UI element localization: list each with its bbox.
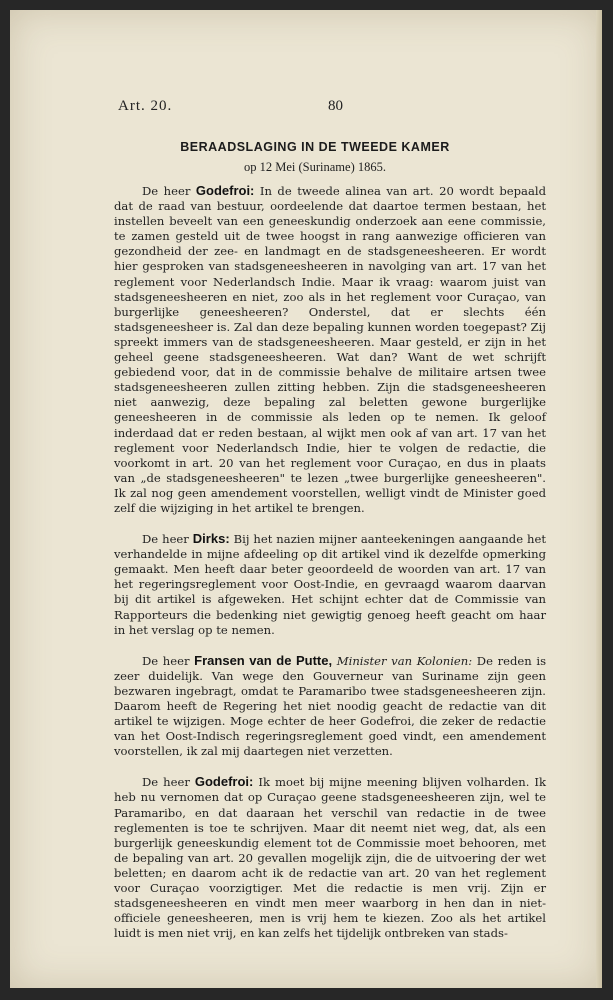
paragraph-text: Bij het nazien mijner aanteekeningen aangaande het verhandelde in mijne afdeeling op dit artikel vind ik dezelfde opmerking gemaakt. Men heeft daar beter geoordeeld de woorden van art. 17 van het regeringsreglement voor Oost-Indie, en gevraagd waarom daarvan bij dit artikel is afgeweken. Het schijnt echter dat de Commissie van Rapporteurs die bedenking niet gewigtig genoeg heeft geacht om haar in het verslag op te nemen. [114,532,547,637]
speaker-prefix: De heer [142,532,189,547]
page-number: 80 [328,98,343,114]
speaker-prefix: De heer [142,184,191,198]
speaker-prefix: De heer [142,775,190,790]
paragraph-text: Ik moet bij mijne meening blijven volharden. Ik heb nu vernomen dat op Curaçao geene stadsgeneesheeren zijn, wel te Paramaribo, en dat daaraan het verschil van redactie in de twee reglementen is toe te schrijven. Maar dit neemt niet weg, dat, als een burgerlijk geneeskundig element tot de Commissie moet behooren, met de bepaling van art. 20 gevallen mogelijk zijn, die de uitvoering der wet beletten; en daarom acht ik de redactie van art. 20 van het reglement voor Curaçao voorzigtiger. Met die redactie is men vrij. Zijn er stadsgeneesheeren en vindt men meer waarborg in hen dan in niet-officiele geneesheeren, men is vrij hem te kiezen. Zoo als het artikel luidt is men niet vrij, en kan zelfs het tijdelijk ontbreken van stads- [114,775,547,941]
section-title: BERAADSLAGING IN DE TWEEDE KAMER [180,140,450,154]
article-header: Art. 20. [118,98,173,114]
speaker-prefix: De heer [142,653,190,668]
paragraph [114,183,546,516]
speaker-name: Dirks: [192,531,230,547]
book-page [10,10,602,988]
speaker-name: Fransen van de Putte, [194,652,333,668]
paragraph [114,531,546,638]
speaker-role: Minister van Kolonien: [336,653,473,668]
section-subtitle: op 12 Mei (Suriname) 1865. [244,160,386,174]
speaker-name: Godefroi: [195,183,255,198]
paragraph-text: In de tweede alinea van art. 20 wordt bepaald dat de raad van bestuur, oordeelende dat daartoe termen bestaan, het instellen beveelt van een geneeskundig onderzoek aan eene commissie, te zamen gesteld uit de twee hoogst in rang aanwezige officieren van gezondheid der zee- en landmagt en de stadsgeneesheeren. Er wordt hier gesproken van stadsgeneesheeren in navolging van art. 17 van het reglement voor Nederlandsch Indie. Maar ik vraag: waarom juist van stadsgeneesheeren en niet, zoo als in het reglement voor Curaçao, van burgerlijke geneesheeren? Onderstel, dat er slechts één stadsgeneesheer is. Zal dan deze bepaling kunnen worden toegepast? Zij spreekt immers van de stadsgeneesheeren. Maar gesteld, er zijn in het geheel geene stadsgeneesheeren. Wat dan? Want de wet schrijft gebiedend voor, dat in de commissie behalve de militaire artsen twee stadsgeneesheeren zullen zitting hebben. Zijn die stadsgeneesheeren niet aanwezig, deze bepaling zal beletten gewone burgerlijke geneesheeren in de commissie als leden op te nemen. Ik geloof inderdaad dat er reden bestaan, al wijkt men ook af van art. 17 van het reglement voor Nederlandsch Indie, hier te volgen de redactie, die voorkomt in art. 20 van het reglement voor Curaçao, en dus in plaats van „de stadsgeneesheeren" te lezen „twee burgerlijke geneesheeren". Ik zal nog geen amendement voorstellen, welligt vindt de Minister goed zelf die wijziging in het artikel te brengen. [114,184,547,515]
debate-body [114,183,546,956]
paragraph [114,653,546,760]
paragraph [114,774,546,941]
page-edge [596,10,602,988]
speaker-name: Godefroi: [194,774,254,790]
paragraph-text: De reden is zeer duidelijk. Van wege den Gouverneur van Suriname zijn geen bezwaren ingebragt, omdat te Paramaribo twee stadsgeneesheeren zijn. Daarom heeft de Regering het niet noodig geacht de redactie van dit artikel te wijzigen. Moge echter de heer Godefroi, die zeker de redactie van het Oost-Indisch regeringsreglement goed vindt, een amendement voorstellen, ik zal mij daartegen niet verzetten. [114,653,547,759]
